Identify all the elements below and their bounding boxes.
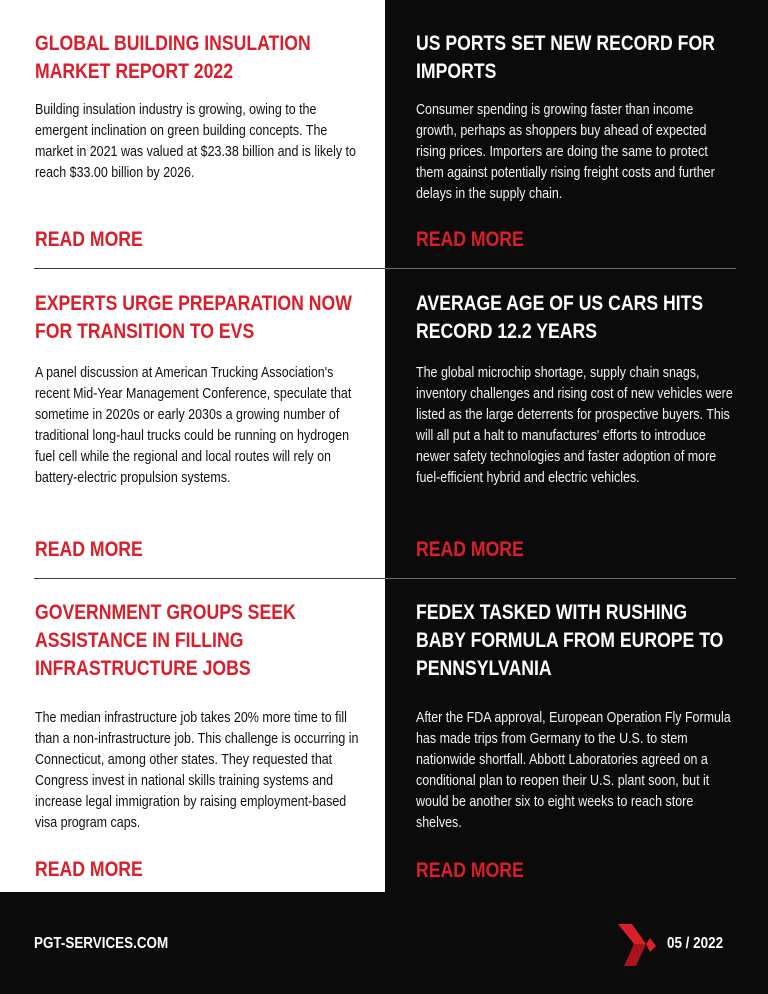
article-title: US PORTS SET NEW RECORD FOR IMPORTS xyxy=(416,32,715,83)
article-body: The global microchip shortage, supply chain snags, inventory challenges and rising cost of new vehicles were listed as the large deterrents for prospective buyers. This will all put a halt to manufactures' efforts to introduce newer safety technologies and faster adoption of more fuel-efficient hybrid and electric vehicles. xyxy=(416,365,733,486)
row-divider xyxy=(34,268,385,269)
article-body: Consumer spending is growing faster than income growth, perhaps as shoppers buy ahead of expected rising prices. Importers are doing the same to protect them against potentially rising freight costs and further delays in the supply chain. xyxy=(416,102,715,202)
article-title: GOVERNMENT GROUPS SEEK ASSISTANCE IN FILLING INFRASTRUCTURE JOBS xyxy=(35,601,296,680)
read-more-link[interactable]: READ MORE xyxy=(35,228,143,251)
article-body: After the FDA approval, European Operation Fly Formula has made trips from Germany to the U.S. to stem nationwide shortfall. Abbott Laboratories agreed on a conditional plan to reopen their U.S. plant soon, but it would be another six to eight weeks to reach store shelves. xyxy=(416,710,731,831)
read-more-link[interactable]: READ MORE xyxy=(416,859,524,882)
read-more-link[interactable]: READ MORE xyxy=(35,858,143,881)
article-title: GLOBAL BUILDING INSULATION MARKET REPORT 2022 xyxy=(35,32,311,83)
row-divider xyxy=(34,578,385,579)
article-body: The median infrastructure job takes 20% more time to fill than a non-infrastructure job. This challenge is occurring in Connecticut, among other states. They requested that Congress invest in national skills training systems and increase legal immigration by raising employment-based visa program caps. xyxy=(35,710,359,831)
article-card-cars-age xyxy=(416,290,736,570)
article-card-insulation xyxy=(35,30,365,262)
article-title: FEDEX TASKED WITH RUSHING BABY FORMULA FROM EUROPE TO PENNSYLVANIA xyxy=(416,601,724,680)
article-card-evs xyxy=(35,290,365,570)
row-divider xyxy=(385,268,736,269)
read-more-link[interactable]: READ MORE xyxy=(416,538,524,561)
chevron-logo-icon xyxy=(616,922,662,968)
article-card-fedex xyxy=(416,599,736,889)
article-body: Building insulation industry is growing, owing to the emergent inclination on green building concepts. The market in 2021 was valued at $23.38 billion and is likely to reach $33.00 billion by 2026. xyxy=(35,102,356,181)
article-title: AVERAGE AGE OF US CARS HITS RECORD 12.2 YEARS xyxy=(416,292,704,343)
article-body: A panel discussion at American Trucking Association's recent Mid-Year Management Conference, speculate that sometime in 2020s or early 2030s a growing number of traditional long-haul trucks could be running on hydrogen fuel cell while the regional and local routes will rely on battery-electric propulsion systems. xyxy=(35,365,352,486)
row-divider xyxy=(385,578,736,579)
article-card-ports xyxy=(416,30,736,262)
read-more-link[interactable]: READ MORE xyxy=(35,538,143,561)
article-title: EXPERTS URGE PREPARATION NOW FOR TRANSITION TO EVS xyxy=(35,292,352,343)
issue-date: 05 / 2022 xyxy=(667,935,724,952)
article-card-infrastructure xyxy=(35,599,365,889)
website-link[interactable]: PGT-SERVICES.COM xyxy=(34,935,169,952)
read-more-link[interactable]: READ MORE xyxy=(416,228,524,251)
